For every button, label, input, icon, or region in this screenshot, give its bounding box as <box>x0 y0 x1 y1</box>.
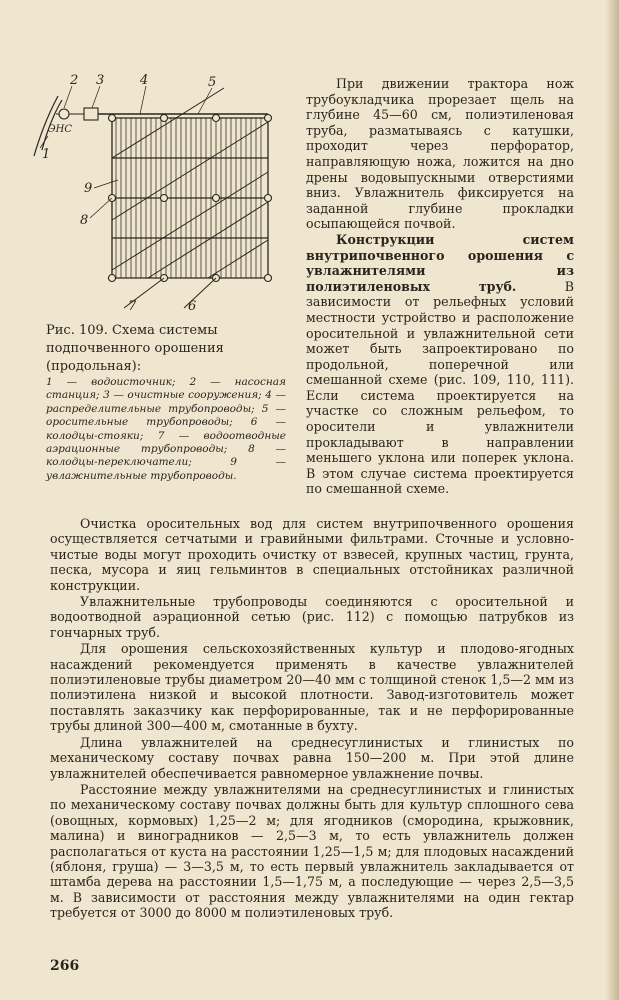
label-7: 7 <box>128 299 137 314</box>
paragraph-pipe-spec: Для орошения сельскохозяйственных культур и плодово-ягодных насаждений рекомендуется применять в качестве увлажнителей полиэтиленовые трубы диаметром 20—40 мм с толщиной стенок 1,5—2 мм из полиэтилена низкой и высокой плотности. Завод-изготовитель может поставлять заказчику как перфорированные, так и не перфорированные трубы длиной 300—400 м, смотанные в бухту. <box>50 641 574 734</box>
label-3: 3 <box>96 73 105 88</box>
paragraph-constructions <box>306 232 574 497</box>
irrigation-pipelines <box>112 118 268 278</box>
figure-legend: 1 — водоисточник; 2 — насосная станция; 3 — очистные сооружения; 4 — распределительные трубопроводы; 5 — оросительные трубопроводы; 6 — колодцы-стояки; 7 — водоотводные аэрационные трубопроводы; 8 — колодцы-переключатели; 9 — увлажнительные трубопроводы. <box>46 376 286 482</box>
label-1: 1 <box>42 147 51 162</box>
paragraph-constructions-body: В зависимости от рельефных условий местности устройство и расположение оросительной и увлажнительной сети может быть запроектировано по продольной, поперечной или смешанной схеме (рис. 109, 110, 111). Если система проектируется на участке со сложным рельефом, то оросители и увлажнители прокладывают в направлении меньшего уклона или поперек уклона. В этом случае система проектируется по смешанной схеме. <box>306 278 574 497</box>
paragraph-connection: Увлажнительные трубопроводы соединяются с оросительной и водоотводной аэрационной сетью (рис. 112) с помощью патрубков из гончарных труб. <box>50 594 574 640</box>
label-5: 5 <box>208 75 217 90</box>
paragraph-length: Длина увлажнителей на среднесуглинистых и глинистых по механическому составу почвах равна 150—200 м. При этой длине увлажнителей обеспечивается равномерное увлажнение почвы. <box>50 734 574 781</box>
label-8: 8 <box>80 213 89 228</box>
paragraph-filtration: Очистка оросительных вод для систем внутрипочвенного орошения осуществляется сетчатыми и гравийными фильтрами. Сточные и условно-чистые воды могут проходить очистку от взвесей, крупных частиц, грунта, песка, мусора и яиц гельминтов в специальных отстойниках различной конструкции. <box>50 516 574 593</box>
pump-station <box>56 108 98 120</box>
paragraph-spacing: Расстояние между увлажнителями на среднесуглинистых и глинистых по механическому составу почвах должны быть для культур сплошного сева (овощных, кормовых) 1,25—2 м; для ягодников (смородина, крыжовник, малина) и виноградников — 2,5—3 м, то есть увлажнитель должен располагаться от куста на расстоянии 1,25—1,5 м; для плодовых насаждений (яблоня, груша) — 3—3,5 м, то есть первый увлажнитель закладывается от штамба дерева на расстоянии 1,5—1,75 м, а последующие — через 2,5—3,5 м. В зависимости от расстояния между увлажнителями на один гектар требуется от 3000 до 8000 м полиэтиленовых труб. <box>50 781 574 921</box>
irrigation-scheme-drawing <box>28 70 290 318</box>
page-number: 266 <box>50 958 80 974</box>
label-9: 9 <box>84 181 93 196</box>
figure-caption: Рис. 109. Схема системы подпочвенного орошения (продольная): <box>46 323 224 374</box>
label-6: 6 <box>188 299 197 314</box>
label-4: 4 <box>140 73 149 88</box>
main-body-text <box>50 516 574 922</box>
section-heading: Конструкции систем внутрипочвенного орошения с увлажнителями из полиэтиленовых труб. <box>306 231 574 294</box>
figure-109-diagram <box>28 70 290 318</box>
label-ens: ЭНС <box>48 124 73 135</box>
label-2: 2 <box>70 73 79 88</box>
paragraph-trencher: При движении трактора нож трубоукладчика прорезает щель на глубине 45—60 см, полиэтиленовая труба, разматываясь с катушки, проходит через перфоратор, направляющую ножа, ложится на дно дрены водовыпускными отверстиями вниз. Увлажнитель фиксируется на заданной глубине прокладки осыпающейся почвой. <box>306 76 574 232</box>
right-column-text <box>306 76 574 497</box>
page-edge-shadow <box>605 0 619 1000</box>
